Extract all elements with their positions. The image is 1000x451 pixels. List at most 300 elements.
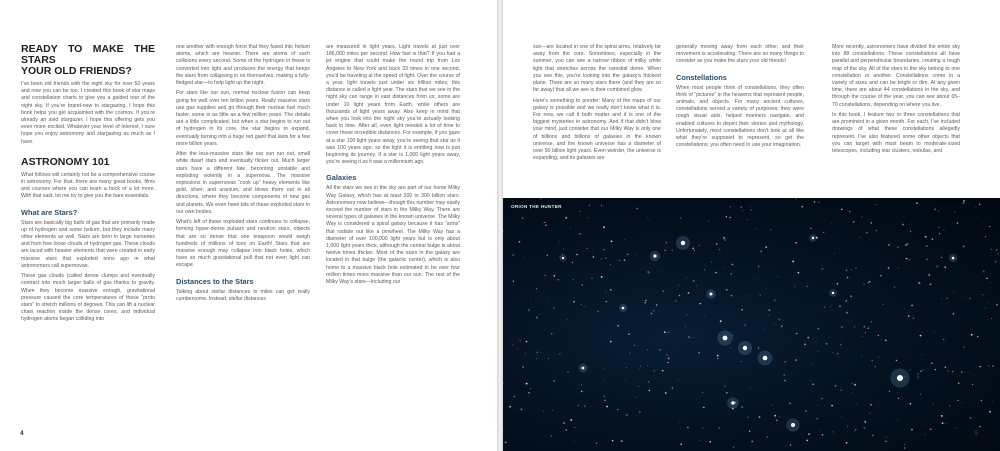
faint-star [853,221,855,223]
faint-star [621,440,623,442]
faint-star [730,206,731,207]
faint-star [741,207,742,208]
faint-star [768,309,770,311]
faint-star [704,315,705,316]
faint-star [758,266,759,267]
faint-star [723,237,725,239]
faint-star [619,260,620,261]
faint-star [514,396,516,398]
faint-star [562,322,563,323]
faint-star [880,275,881,276]
faint-star [540,198,541,199]
faint-star [805,410,806,411]
faint-star [582,391,584,393]
faint-star [872,360,873,361]
faint-star [649,273,650,274]
faint-star [573,301,575,303]
faint-star [963,202,965,204]
faint-star [889,391,890,392]
faint-star [603,226,605,228]
faint-star [774,300,775,301]
faint-star [953,292,954,293]
faint-star [664,331,666,333]
faint-star [910,231,911,232]
faint-star [765,246,767,248]
faint-star [589,205,590,206]
faint-star [635,397,636,398]
faint-star [610,341,612,343]
faint-star [544,222,545,223]
faint-star [863,283,865,285]
faint-star [579,211,580,212]
faint-star [629,353,630,354]
faint-star [817,405,818,406]
faint-star [794,286,795,287]
faint-star [596,442,597,443]
faint-star [963,346,965,348]
faint-star [786,446,787,447]
faint-star [868,328,869,329]
faint-star [979,204,981,206]
faint-star [841,209,842,210]
faint-star [982,294,983,295]
faint-star [770,229,771,230]
faint-star [700,440,701,441]
faint-star [579,233,580,234]
faint-star [649,390,651,392]
page-title: READY TO MAKE THE STARS [21,43,155,66]
faint-star [606,292,607,293]
left-page [0,0,497,451]
faint-star [610,264,611,265]
faint-star [519,241,521,243]
faint-star [601,259,602,260]
faint-star [522,217,523,218]
paragraph: More recently, astronomers have divided the entire sky into 88 constellations. These constellations all have parallel and perpendicular boundaries, creating a rough map of the sky. All of the stars in the sky belong to one constellation or another. Constellations come in a variety of sizes and can be bright or dim. At any given time, there are about 44 constellations in the sky, and through the course of the year, you can see about 65–70 constellations, depending on where you live. [832,44,960,108]
faint-star [638,386,639,387]
faint-star [936,266,937,267]
faint-star [987,302,988,303]
right-column-3 [832,44,960,158]
faint-star [526,383,528,385]
faint-star [869,281,870,282]
faint-star [528,309,529,310]
faint-star [647,218,648,219]
faint-star [803,437,804,438]
faint-star [755,229,756,230]
faint-star [917,373,919,375]
faint-star [729,217,731,219]
faint-star [970,417,972,419]
faint-star [832,352,833,353]
faint-star [839,305,841,307]
faint-star [699,245,700,246]
faint-star [851,383,852,384]
faint-star [668,358,670,360]
faint-star [776,420,778,422]
faint-star [780,348,781,349]
faint-star [694,250,695,251]
faint-star [626,367,627,368]
faint-star [576,254,577,255]
faint-star [634,345,635,346]
faint-star [601,276,603,278]
faint-star [604,400,606,402]
faint-star [697,247,698,248]
faint-star [611,240,613,242]
faint-star [649,220,650,221]
faint-star [506,240,507,241]
faint-star [939,233,940,234]
faint-star [635,254,636,255]
faint-star [983,271,985,273]
faint-star [760,251,761,252]
photo-caption: ORION THE HUNTER [511,204,562,209]
faint-star [942,422,944,424]
faint-star [647,365,648,366]
faint-star [969,298,971,300]
bright-star [743,346,747,350]
faint-star [798,272,800,274]
faint-star [574,427,575,428]
faint-star [624,239,625,240]
bright-star [897,375,903,381]
faint-star [639,411,640,412]
faint-star [847,353,848,354]
faint-star [991,249,992,250]
faint-star [952,371,954,373]
faint-star [570,227,571,228]
faint-star [866,232,867,233]
faint-star [921,367,922,368]
faint-star [581,385,582,386]
faint-star [566,318,567,319]
faint-star [686,277,687,278]
faint-star [665,392,667,394]
faint-star [971,334,973,336]
faint-star [988,366,989,367]
faint-star [957,222,959,224]
faint-star [708,277,709,278]
faint-star [979,366,981,368]
faint-star [608,440,609,441]
faint-star [972,384,973,385]
page-number: 5 [974,430,978,437]
faint-star [864,421,866,423]
faint-star [934,332,935,333]
faint-star [867,282,869,284]
faint-star [550,435,551,436]
faint-star [947,298,948,299]
faint-star [517,410,518,411]
faint-star [541,301,542,302]
faint-star [653,310,655,312]
faint-star [824,306,825,307]
faint-star [953,313,955,315]
faint-star [704,269,705,270]
faint-star [985,307,986,308]
faint-star [923,424,924,425]
faint-star [603,395,605,397]
faint-star [563,220,564,221]
faint-star [731,295,732,296]
faint-star [741,406,743,408]
faint-star [977,336,978,337]
faint-star [565,217,567,219]
faint-star [902,241,903,242]
bright-star [681,241,685,245]
faint-star [856,403,857,404]
faint-star [624,259,626,261]
faint-star [696,285,697,286]
faint-star [907,243,909,245]
faint-star [570,419,572,421]
faint-star [906,258,907,259]
faint-star [553,275,555,277]
faint-star [521,409,523,411]
faint-star [996,249,997,250]
section-intro-paragraph: What follows will certainly not be a comprehensive course in astronomy. For that, there are many great books, films and courses where you can learn a heck of a lot more. With that said, let me try to give you the bare essentials. [21,171,155,200]
faint-star [603,368,604,369]
faint-star [679,295,681,297]
faint-star [992,401,993,402]
faint-star [563,422,565,424]
faint-star [839,249,840,250]
faint-star [862,336,863,337]
faint-star [654,370,656,372]
faint-star [513,280,514,281]
faint-star [917,376,919,378]
faint-star [774,415,776,417]
faint-star [610,289,612,291]
faint-star [675,300,676,301]
faint-star [730,223,731,224]
faint-star [864,427,866,429]
faint-star [796,198,797,199]
faint-star [557,279,558,280]
faint-star [603,380,604,381]
faint-star [973,404,974,405]
faint-star [847,426,848,427]
faint-star [517,348,518,349]
faint-star [902,224,904,226]
faint-star [904,447,905,448]
faint-star [717,358,718,359]
faint-star [989,226,990,227]
faint-star [976,207,977,208]
faint-star [587,217,588,218]
faint-star [818,351,819,352]
faint-star [862,217,863,218]
faint-star [648,381,649,382]
bright-star [952,257,955,260]
faint-star [904,444,905,445]
faint-star [831,306,832,307]
faint-star [574,442,575,443]
faint-star [841,326,842,327]
faint-star [856,268,857,269]
faint-star [548,358,549,359]
faint-star [763,328,764,329]
faint-star [898,420,899,421]
faint-star [603,206,604,207]
faint-star [680,218,681,219]
faint-star [847,277,848,278]
faint-star [948,370,949,371]
faint-star [717,355,719,357]
faint-star [854,431,855,432]
faint-star [617,409,618,410]
faint-star [879,406,880,407]
left-column-3 [326,44,460,289]
faint-star [909,370,910,371]
faint-star [503,383,504,384]
faint-star [835,385,837,387]
faint-star [841,416,842,417]
right-column-1 [533,44,661,166]
faint-star [639,368,640,369]
faint-star [768,315,769,316]
faint-star [567,371,569,373]
faint-star [916,202,918,204]
faint-star [878,335,879,336]
faint-star [741,309,743,311]
faint-star [726,216,727,217]
faint-star [941,415,943,417]
faint-star [530,388,531,389]
faint-star [854,384,856,386]
faint-star [779,416,780,417]
faint-star [730,274,731,275]
faint-star [922,354,923,355]
faint-star [810,228,811,229]
faint-star [898,398,899,399]
faint-star [724,239,725,240]
faint-star [831,405,833,407]
bright-star [622,307,625,310]
faint-star [888,244,890,246]
faint-star [920,370,921,371]
faint-star [536,288,537,289]
faint-star [863,425,864,426]
faint-star [660,349,661,350]
faint-star [732,264,734,266]
faint-star [545,275,546,276]
faint-star [928,274,930,276]
bright-star [562,257,564,259]
subheading-distances: Distances to the Stars [176,276,254,286]
subheading-what-are-stars: What are Stars? [21,207,78,217]
faint-star [957,400,958,401]
faint-star [931,362,933,364]
faint-star [626,414,628,416]
faint-star [751,209,752,210]
faint-star [826,343,827,344]
faint-star [750,388,751,389]
faint-star [715,272,717,274]
left-column-2 [176,44,310,306]
faint-star [816,418,818,420]
faint-star [672,387,673,388]
faint-star [746,296,747,297]
faint-star [799,357,800,358]
faint-star [971,290,972,291]
faint-star [651,313,653,315]
faint-star [687,427,688,428]
faint-star [747,417,748,418]
faint-star [896,360,897,361]
faint-star [593,256,595,258]
faint-star [894,286,895,287]
faint-star [510,339,511,340]
faint-star [973,375,974,376]
faint-star [512,344,513,345]
faint-star [851,269,852,270]
faint-star [920,394,921,395]
faint-star [708,221,709,222]
subheading-galaxies: Galaxies [326,173,357,183]
faint-star [790,445,791,446]
faint-star [871,321,872,322]
page-number: 4 [20,430,24,437]
faint-star [603,249,604,250]
page-title-line-2: YOUR OLD FRIENDS? [21,65,132,77]
faint-star [592,253,593,254]
faint-star [751,377,752,378]
faint-star [860,237,861,238]
faint-star [822,434,824,436]
faint-star [869,413,870,414]
faint-star [709,441,711,443]
faint-star [772,405,773,406]
paragraph: After the less-massive stars like our sun run out, small white dwarf stars and eventually flicker out. Much larger stars have a different fate, becoming unstable and exploding violently in a supernova. The massive explosions in supernovas “cook up” heavy elements like gold, silver, and uranium, and blows them out in all directions, where they become components of new gas and planets. We even have bits of these exploded stars in our own bodies. [176,151,310,215]
paragraph: one another with enough force that they fused into helium atoms, which are heavier. There are atoms of such collisions every second. Some of the hydrogen in these is converted into light and produces the energy that keeps the stars from collapsing in on themselves, making a fully-fledged star—to help light up the night. [176,44,310,87]
bright-star [812,237,814,239]
faint-star [807,337,809,339]
paragraph: All the stars we see in the sky are part of our home Milky Way Galaxy, which has at least 200 to 300 billion stars. Astronomers now believe—though this number may easily exceed the number of stars in the Milky Way. There are several types of galaxies in the known universe. The Milky Way is considered a spiral galaxy because it has “arms” that radiate out like a pinwheel. The Milky Way has a diameter of over 100,000 light years but is only about 1,000 light years thick, although the central bulge is about twelve times thicker. Most of the stars in the galaxy are located in that bulge (the galactic center), which is also home to a massive black hole estimated to be over four million times more massive than our sun. The rest of the Milky Way’s stars—including our [326,185,460,286]
faint-star [536,358,537,359]
faint-star [989,411,991,413]
faint-star [849,211,850,212]
faint-star [834,254,835,255]
faint-star [573,279,574,280]
faint-star [961,372,962,373]
faint-star [582,284,583,285]
faint-star [963,200,965,202]
faint-star [612,440,614,442]
faint-star [745,325,746,326]
faint-star [888,267,890,269]
faint-star [503,231,504,232]
faint-star [935,369,936,370]
faint-star [786,239,787,240]
faint-star [699,303,701,305]
faint-star [821,268,823,270]
faint-star [606,406,608,408]
faint-star [553,307,555,309]
faint-star [741,361,742,362]
faint-star [855,429,856,430]
faint-star [540,352,541,353]
faint-star [522,366,524,368]
faint-star [679,421,680,422]
faint-star [559,241,560,242]
paragraph: These gas clouds (called dense clumps and eventually contract into much larger balls of gas thanks to gravity. When they become massive enough, gravitational pressure caused the core temperatures of these “proto stars” to stretch millions of degrees. This can lift a nuclear chain reaction inside the dense cores, and individual hydrogen atoms began colliding into [21,273,155,323]
faint-star [846,269,848,271]
faint-star [636,208,638,210]
right-page [503,0,1000,451]
faint-star [792,438,793,439]
